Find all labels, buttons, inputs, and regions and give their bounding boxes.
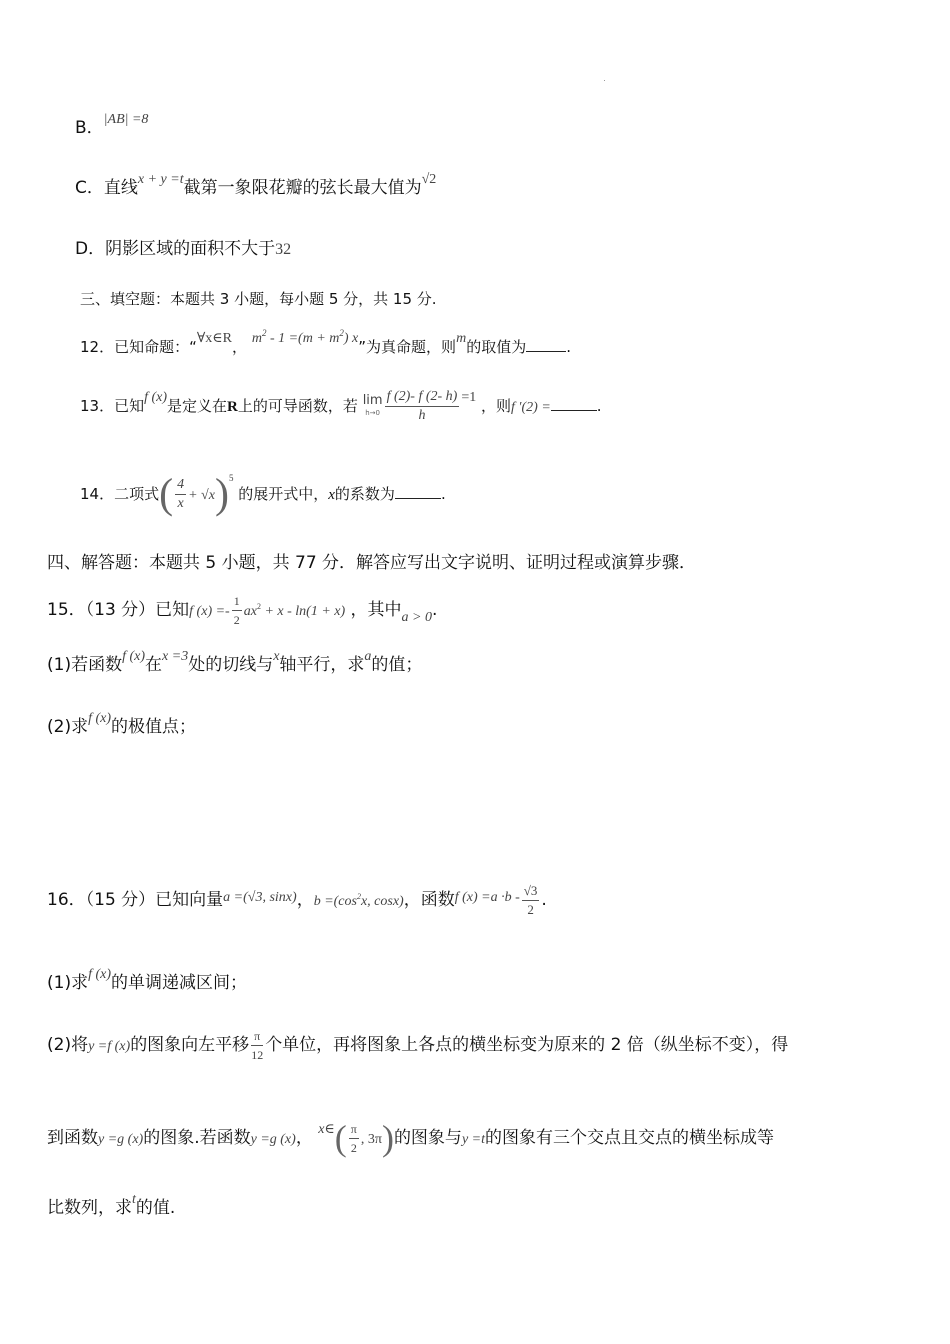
- q16-p2-interval-end: , 3π: [360, 1132, 382, 1147]
- q12-forall: ∀x∈R: [196, 331, 233, 346]
- question-13: [80, 386, 602, 428]
- question-16-part-2-line-1: [47, 1025, 788, 1067]
- section-3-heading: [80, 287, 437, 311]
- q16-fraction: $\frac{√3}{2}$: [523, 882, 538, 917]
- q16-p1-b: 的单调递减区间；: [111, 973, 248, 993]
- q16-vector-b: $b =(\cos^2x$, cosx): [313, 892, 404, 909]
- q16-fx: f (x) =a ·b -: [454, 890, 520, 905]
- q12-answer-blank: [526, 337, 566, 352]
- q13-answer-blank: [551, 396, 597, 411]
- q15-fraction: $\frac{1}{2}$: [233, 593, 240, 627]
- q16-p2-i: 比数列，求: [47, 1198, 132, 1218]
- q14-exponent: 5: [228, 473, 234, 483]
- q12-mid: ”为真命题，则: [358, 338, 457, 356]
- q13-limit: lim h→0: [362, 392, 383, 417]
- q14-fraction: $\frac{4}{x}$: [177, 477, 185, 511]
- q15-p1-c: 处的切线与: [188, 655, 274, 675]
- option-d-math: 32: [275, 241, 292, 258]
- q16-p2-interval-fraction: $\frac{\pi}{2}$: [350, 1121, 357, 1155]
- q14-answer-blank: [395, 484, 441, 499]
- q15-f2-sup: 2: [256, 602, 261, 611]
- option-c-math2: √2: [421, 172, 437, 187]
- q16-p2-a: (2)将: [47, 1035, 89, 1055]
- q15-p2-a: (2)求: [47, 717, 89, 737]
- q13-R: R: [227, 399, 238, 415]
- q15-p2-fx: f (x): [88, 711, 112, 726]
- q12-suffix: 的取值为: [466, 338, 527, 356]
- q12-comma: ，: [232, 338, 248, 356]
- q16-comma: ，: [296, 890, 314, 910]
- q16-p2-f: ，: [295, 1128, 313, 1148]
- option-b: [75, 112, 149, 142]
- section-3-title: 三、填空题：本题共 3 小题，每小题 5 分，共 15 分.: [80, 290, 437, 308]
- q15-p1-fx: f (x): [122, 649, 146, 664]
- q15-condition: a > 0: [401, 610, 432, 625]
- q15-p1-m3: a: [364, 649, 372, 664]
- question-16-part-1: [47, 967, 248, 997]
- q12-end: .: [566, 338, 571, 356]
- q16-vector-a: a =(√3, sinx): [223, 890, 297, 905]
- q16-p2-fraction: $\frac{\pi}{12}$: [251, 1028, 264, 1062]
- q16-p2-j: 的值.: [135, 1198, 176, 1218]
- scan-dot: [604, 80, 605, 81]
- q14-prefix: 14．二项式: [80, 485, 160, 503]
- question-15-part-1: [47, 649, 423, 679]
- question-15-part-2: [47, 711, 197, 741]
- q16-p1-fx: f (x): [88, 967, 112, 982]
- option-b-label: B．: [75, 118, 104, 138]
- option-c-label: C．直线: [75, 178, 138, 198]
- q14-x: x: [328, 487, 335, 503]
- q13-text3: ，则: [481, 397, 512, 415]
- q12-prefix: 12．已知命题：“: [80, 338, 197, 356]
- q15-f1: f (x) =-: [189, 604, 230, 619]
- q15-prefix: 15．（13 分）已知: [47, 600, 190, 620]
- q12-m: m: [456, 331, 467, 346]
- option-c-text: 截第一象限花瓣的弦长最大值为: [183, 178, 422, 198]
- option-b-math: |AB| =8: [103, 112, 149, 127]
- q13-fx: f (x): [144, 390, 168, 405]
- q13-eq: =1: [461, 390, 477, 405]
- question-16-part-2-line-2: 到函数y =g (x)的图象.若函数y =g (x)， $^{x\in}$( $\frac{\pi}{2}$ , 3π)的图象与y =t的图象有三个交点且交点的横坐标成等: [47, 1118, 774, 1158]
- q15-p1-e: 的值；: [371, 655, 423, 675]
- q15-p1-b: 在: [145, 655, 163, 675]
- section-4-heading: [47, 551, 696, 575]
- question-16-part-2-line-3: [47, 1192, 176, 1222]
- q16-p2-m6: t: [132, 1192, 136, 1207]
- q16-p2-h: 的图象有三个交点且交点的横坐标成等: [485, 1128, 774, 1148]
- q16-p2-g: 的图象与: [393, 1128, 462, 1148]
- q16-p1-a: (1)求: [47, 973, 89, 993]
- option-c: [75, 172, 437, 202]
- q12-equation: $m^2 - 1 =(m + m^2)$ x: [251, 328, 359, 346]
- q16-p2-m4: x∈: [318, 1122, 335, 1137]
- q13-text1: 是定义在: [167, 397, 228, 415]
- q16-end: .: [541, 890, 547, 910]
- option-c-math: x + y =t: [137, 172, 184, 187]
- q16-p2-m1: y =f (x): [88, 1039, 131, 1054]
- q14-text1: 的展开式中，: [238, 485, 329, 503]
- q14-text2: 的系数为: [334, 485, 395, 503]
- q16-p2-c: 个单位，再将图象上各点的横坐标变为原来的 2 倍（纵坐标不变），得: [265, 1035, 789, 1055]
- q15-p1-a: (1)若函数: [47, 655, 123, 675]
- q16-prefix: 16．（15 分）已知向量: [47, 890, 224, 910]
- q16-p2-b: 的图象向左平移: [130, 1035, 250, 1055]
- q15-p2-b: 的极值点；: [111, 717, 197, 737]
- section-4-title: 四、解答题：本题共 5 小题，共 77 分．解答应写出文字说明、证明过程或演算步骤．: [47, 553, 697, 573]
- q15-p1-m2: x: [273, 649, 280, 664]
- q13-end: .: [596, 397, 602, 415]
- option-d: [75, 237, 291, 262]
- q15-f3: + x - ln(1 + x): [260, 604, 346, 619]
- q16-p2-e: 的图象.若函数: [143, 1128, 251, 1148]
- q16-p2-m3: y =g (x): [250, 1132, 296, 1147]
- q15-p1-m1: x =3: [162, 649, 189, 664]
- q16-p2-m2: y =g (x): [98, 1132, 144, 1147]
- q16-mid: ，函数: [403, 890, 455, 910]
- q15-end: .: [432, 600, 438, 620]
- q15-p1-d: 轴平行，求: [279, 655, 365, 675]
- q13-text2: 上的可导函数，若: [237, 397, 358, 415]
- q13-derivative: f ′(2) =: [511, 400, 551, 415]
- question-16: [47, 880, 547, 923]
- option-d-label: D．阴影区域的面积不大于: [75, 239, 276, 259]
- q14-plus-sqrt: + √x: [188, 488, 215, 503]
- q13-fraction: $\frac{f (2)- f (2- h)}{h}$: [386, 389, 458, 423]
- q15-mid: ，其中: [350, 600, 402, 620]
- q16-p2-m5: y =t: [461, 1132, 485, 1147]
- q16-p2-d: 到函数: [47, 1128, 98, 1148]
- question-15: [47, 590, 437, 633]
- question-14: 14．二项式( $\frac{4}{x}$ + √x)$^5$ 的展开式中，x的系数为 .: [80, 471, 446, 518]
- question-12: [80, 328, 571, 361]
- q15-f2: ax: [243, 604, 257, 619]
- q14-end: .: [440, 485, 446, 503]
- q13-prefix: 13．已知: [80, 397, 145, 415]
